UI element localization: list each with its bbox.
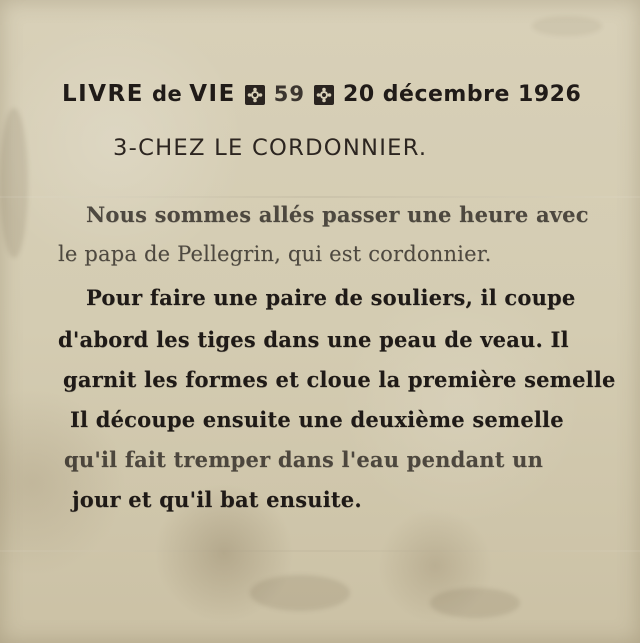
flower-stamp-icon — [312, 83, 336, 107]
body-line-1: Nous sommes allés passer une heure avec — [86, 202, 589, 227]
flower-stamp-icon — [243, 83, 267, 107]
page-title: 3-CHEZ LE CORDONNIER. — [113, 136, 428, 161]
body-line-3: Pour faire une paire de souliers, il coupe — [86, 285, 576, 310]
header-vie: VIE — [189, 81, 236, 107]
paper-stain — [430, 588, 520, 618]
body-line-5: garnit les formes et cloue la première semelle — [63, 367, 616, 392]
body-line-6: Il découpe ensuite une deuxième semelle — [70, 407, 564, 432]
header-livre: LIVRE — [62, 81, 144, 107]
body-line-2: le papa de Pellegrin, qui est cordonnier. — [58, 242, 492, 266]
paper-stain — [250, 575, 350, 611]
paper-stain — [532, 16, 602, 36]
body-line-4: d'abord les tiges dans une peau de veau. Il — [58, 327, 569, 352]
document-header — [62, 78, 581, 110]
body-line-7: qu'il fait tremper dans l'eau pendant un — [64, 447, 544, 472]
header-date: 20 décembre 1926 — [343, 81, 582, 107]
header-de: de — [151, 82, 183, 106]
paper-stain — [0, 108, 28, 258]
body-line-8: jour et qu'il bat ensuite. — [72, 487, 362, 512]
paper-crease — [0, 196, 640, 198]
header-number: 59 — [273, 82, 306, 106]
paper-crease — [0, 550, 640, 552]
